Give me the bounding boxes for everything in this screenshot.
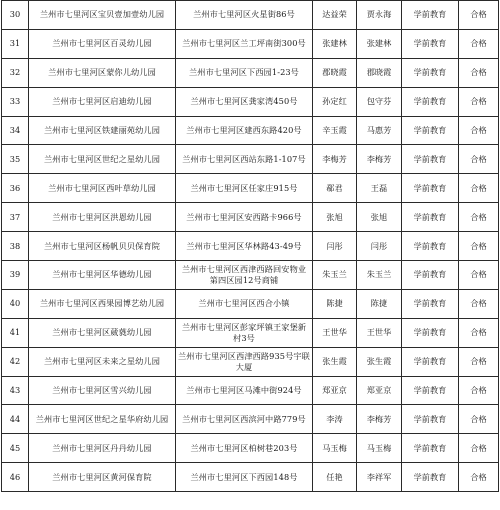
person-2: 马惠芳 (357, 116, 402, 145)
person-1: 孙定红 (313, 87, 357, 116)
person-2: 王世华 (357, 318, 402, 347)
person-2: 闫彤 (357, 232, 402, 261)
person-1: 张建林 (313, 29, 357, 58)
person-2: 贾永海 (357, 1, 402, 30)
row-number: 35 (2, 145, 29, 174)
institution-address: 兰州市七里河区马滩中街924号 (176, 376, 313, 405)
person-2: 陈捷 (357, 289, 402, 318)
row-number: 40 (2, 289, 29, 318)
inspection-result: 合格 (459, 463, 499, 492)
table-row (2, 434, 499, 463)
row-number: 37 (2, 203, 29, 232)
inspection-result: 合格 (459, 405, 499, 434)
inspection-result: 合格 (459, 289, 499, 318)
person-2: 马玉梅 (357, 434, 402, 463)
institution-address: 兰州市七里河区安西路卡966号 (176, 203, 313, 232)
institution-name: 兰州市七里河区未来之星幼儿园 (29, 347, 176, 376)
person-2: 王磊 (357, 174, 402, 203)
table-row (2, 347, 499, 376)
institution-address: 兰州市七里河区西津西路935号宇联大厦 (176, 347, 313, 376)
institution-name: 兰州市七里河区宝贝壹加壹幼儿园 (29, 1, 176, 30)
inspection-result: 合格 (459, 434, 499, 463)
institution-name: 兰州市七里河区铁建丽苑幼儿园 (29, 116, 176, 145)
institution-address: 兰州市七里河区西站东路1-107号 (176, 145, 313, 174)
table-row (2, 174, 499, 203)
inspection-result: 合格 (459, 116, 499, 145)
institution-address: 兰州市七里河区彭家坪镇王家堡新村3号 (176, 318, 313, 347)
institution-name: 兰州市七里河区雪兴幼儿园 (29, 376, 176, 405)
table-row (2, 376, 499, 405)
institution-name: 兰州市七里河区蒙你儿幼儿园 (29, 58, 176, 87)
institution-address: 兰州市七里河区建西东路420号 (176, 116, 313, 145)
person-1: 王世华 (313, 318, 357, 347)
inspection-result: 合格 (459, 29, 499, 58)
institution-name: 兰州市七里河区丹丹幼儿园 (29, 434, 176, 463)
institution-name: 兰州市七里河区葳蕤幼儿园 (29, 318, 176, 347)
inspection-result: 合格 (459, 174, 499, 203)
institution-address: 兰州市七里河区龚家湾450号 (176, 87, 313, 116)
inspection-result: 合格 (459, 347, 499, 376)
table-row (2, 289, 499, 318)
institution-name: 兰州市七里河区西果园博艺幼儿园 (29, 289, 176, 318)
row-number: 39 (2, 261, 29, 290)
institution-address: 兰州市七里河区下西园1-23号 (176, 58, 313, 87)
inspection-result: 合格 (459, 87, 499, 116)
education-type: 学前教育 (402, 145, 459, 174)
education-type: 学前教育 (402, 116, 459, 145)
person-1: 任艳 (313, 463, 357, 492)
person-2: 张旭 (357, 203, 402, 232)
person-1: 李梅芳 (313, 145, 357, 174)
table-row (2, 232, 499, 261)
person-2: 张建林 (357, 29, 402, 58)
education-type: 学前教育 (402, 29, 459, 58)
person-2: 张生霞 (357, 347, 402, 376)
inspection-result: 合格 (459, 318, 499, 347)
table-row (2, 145, 499, 174)
row-number: 34 (2, 116, 29, 145)
person-1: 朱玉兰 (313, 261, 357, 290)
person-1: 达益荣 (313, 1, 357, 30)
person-1: 陈捷 (313, 289, 357, 318)
institution-address: 兰州市七里河区华林路43-49号 (176, 232, 313, 261)
table-row (2, 261, 499, 290)
person-1: 马玉梅 (313, 434, 357, 463)
institution-address: 兰州市七里河区下西园148号 (176, 463, 313, 492)
person-1: 李涛 (313, 405, 357, 434)
table-row (2, 203, 499, 232)
row-number: 45 (2, 434, 29, 463)
row-number: 42 (2, 347, 29, 376)
inspection-result: 合格 (459, 145, 499, 174)
person-2: 李祥军 (357, 463, 402, 492)
table-row (2, 116, 499, 145)
person-2: 李梅芳 (357, 405, 402, 434)
person-1: 张生霞 (313, 347, 357, 376)
institution-name: 兰州市七里河区杨帆贝贝保育院 (29, 232, 176, 261)
person-2: 郡晓霞 (357, 58, 402, 87)
education-type: 学前教育 (402, 203, 459, 232)
table-row (2, 1, 499, 30)
person-1: 郑亚京 (313, 376, 357, 405)
institution-name: 兰州市七里河区华德幼儿园 (29, 261, 176, 290)
education-type: 学前教育 (402, 261, 459, 290)
education-type: 学前教育 (402, 347, 459, 376)
row-number: 43 (2, 376, 29, 405)
institution-address: 兰州市七里河区西津西路回安物业第四区园12号商铺 (176, 261, 313, 290)
row-number: 41 (2, 318, 29, 347)
education-type: 学前教育 (402, 318, 459, 347)
institution-address: 兰州市七里河区柏树巷203号 (176, 434, 313, 463)
person-1: 郡晓霞 (313, 58, 357, 87)
education-type: 学前教育 (402, 405, 459, 434)
row-number: 36 (2, 174, 29, 203)
institution-name: 兰州市七里河区启迪幼儿园 (29, 87, 176, 116)
institution-address: 兰州市七里河区任家庄915号 (176, 174, 313, 203)
institution-name: 兰州市七里河区百灵幼儿园 (29, 29, 176, 58)
person-1: 辛玉霞 (313, 116, 357, 145)
inspection-result: 合格 (459, 203, 499, 232)
row-number: 30 (2, 1, 29, 30)
institution-name: 兰州市七里河区世纪之星华府幼儿园 (29, 405, 176, 434)
inspection-result: 合格 (459, 376, 499, 405)
institution-name: 兰州市七里河区黄河保育院 (29, 463, 176, 492)
person-2: 包守芬 (357, 87, 402, 116)
person-1: 张旭 (313, 203, 357, 232)
row-number: 33 (2, 87, 29, 116)
person-2: 李梅芳 (357, 145, 402, 174)
table-row (2, 87, 499, 116)
row-number: 46 (2, 463, 29, 492)
person-1: 郗君 (313, 174, 357, 203)
inspection-result: 合格 (459, 261, 499, 290)
institution-address: 兰州市七里河区兰工坪南街300号 (176, 29, 313, 58)
row-number: 31 (2, 29, 29, 58)
person-2: 郑亚京 (357, 376, 402, 405)
institution-name: 兰州市七里河区洪恩幼儿园 (29, 203, 176, 232)
table-row (2, 29, 499, 58)
person-2: 朱玉兰 (357, 261, 402, 290)
table-row (2, 405, 499, 434)
row-number: 38 (2, 232, 29, 261)
institution-name: 兰州市七里河区世纪之星幼儿园 (29, 145, 176, 174)
institution-address: 兰州市七里河区西合小镇 (176, 289, 313, 318)
row-number: 32 (2, 58, 29, 87)
table-row (2, 58, 499, 87)
table-row (2, 463, 499, 492)
education-type: 学前教育 (402, 87, 459, 116)
education-type: 学前教育 (402, 463, 459, 492)
kindergarten-inspection-table (1, 0, 499, 492)
table-row (2, 318, 499, 347)
institution-name: 兰州市七里河区西叶草幼儿园 (29, 174, 176, 203)
education-type: 学前教育 (402, 289, 459, 318)
inspection-result: 合格 (459, 1, 499, 30)
institution-address: 兰州市七里河区西滨河中路779号 (176, 405, 313, 434)
education-type: 学前教育 (402, 58, 459, 87)
table-body (2, 1, 499, 492)
institution-address: 兰州市七里河区火星街86号 (176, 1, 313, 30)
education-type: 学前教育 (402, 434, 459, 463)
education-type: 学前教育 (402, 376, 459, 405)
education-type: 学前教育 (402, 174, 459, 203)
inspection-result: 合格 (459, 232, 499, 261)
education-type: 学前教育 (402, 232, 459, 261)
row-number: 44 (2, 405, 29, 434)
person-1: 闫彤 (313, 232, 357, 261)
inspection-result: 合格 (459, 58, 499, 87)
education-type: 学前教育 (402, 1, 459, 30)
